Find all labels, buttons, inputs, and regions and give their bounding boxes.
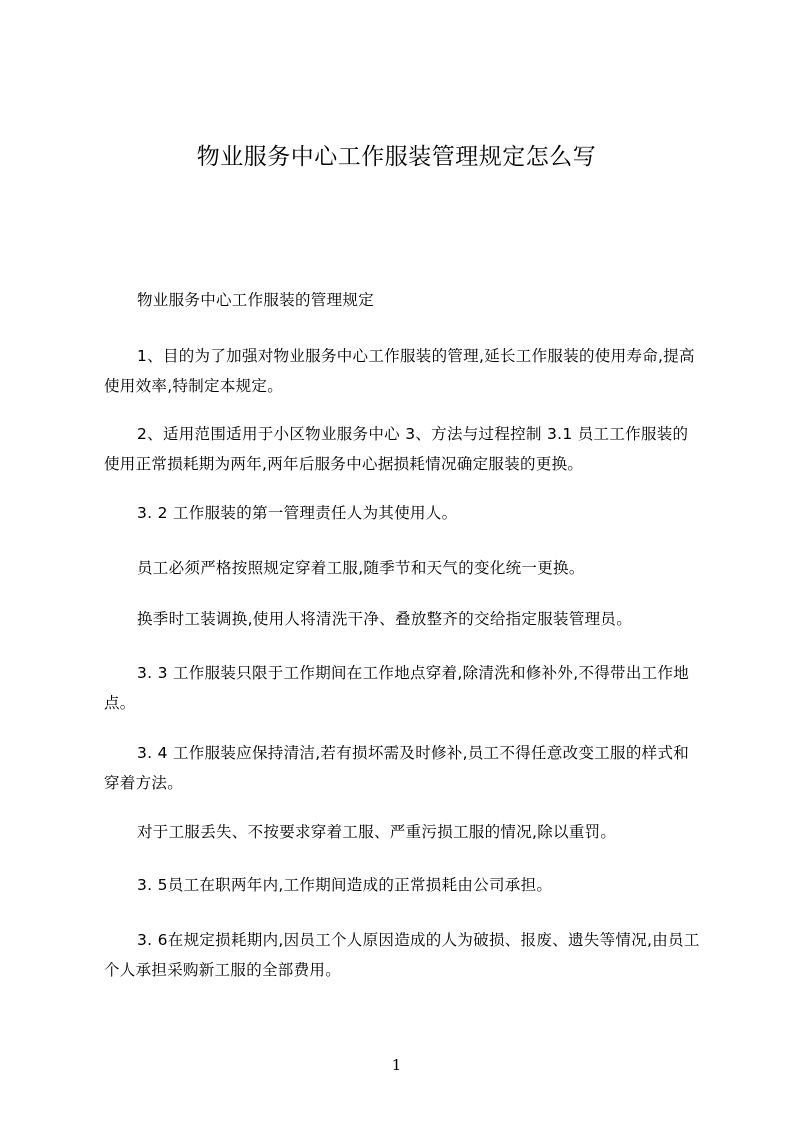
paragraph-heading: 物业服务中心工作服装的管理规定 <box>137 291 375 309</box>
paragraph-3-2: 3. 2 工作服装的第一管理责任人为其使用人。 <box>137 504 458 522</box>
paragraph-purpose: 1、目的为了加强对物业服务中心工作服装的管理,延长工作服装的使用寿命,提高使用效率,特制定本规定。 <box>104 347 695 395</box>
paragraph-3-3: 3. 3 工作服装只限于工作期间在工作地点穿着,除清洗和修补外,不得带出工作地点。 <box>104 664 690 712</box>
document-title: 物业服务中心工作服装管理规定怎么写 <box>196 144 597 170</box>
page-number: 1 <box>391 1056 402 1074</box>
paragraph-wear-rules: 员工必须严格按照规定穿着工服,随季节和天气的变化统一更换。 <box>137 559 585 577</box>
paragraph-3-5: 3. 5员工在职两年内,工作期间造成的正常损耗由公司承担。 <box>137 876 553 894</box>
paragraph-3-6: 3. 6在规定损耗期内,因员工个人原因造成的人为破损、报废、遗失等情况,由员工个人承担采购新工服的全部费用。 <box>104 931 700 979</box>
paragraph-scope: 2、适用范围适用于小区物业服务中心 3、方法与过程控制 3.1 员工工作服装的使用正常损耗期为两年,两年后服务中心据损耗情况确定服装的更换。 <box>104 425 689 473</box>
paragraph-season-change: 换季时工装调换,使用人将清洗干净、叠放整齐的交给指定服装管理员。 <box>137 610 633 628</box>
paragraph-penalty: 对于工服丢失、不按要求穿着工服、严重污损工服的情况,除以重罚。 <box>137 823 617 841</box>
paragraph-3-4: 3. 4 工作服装应保持清洁,若有损坏需及时修补,员工不得任意改变工服的样式和穿着方法。 <box>104 744 690 792</box>
